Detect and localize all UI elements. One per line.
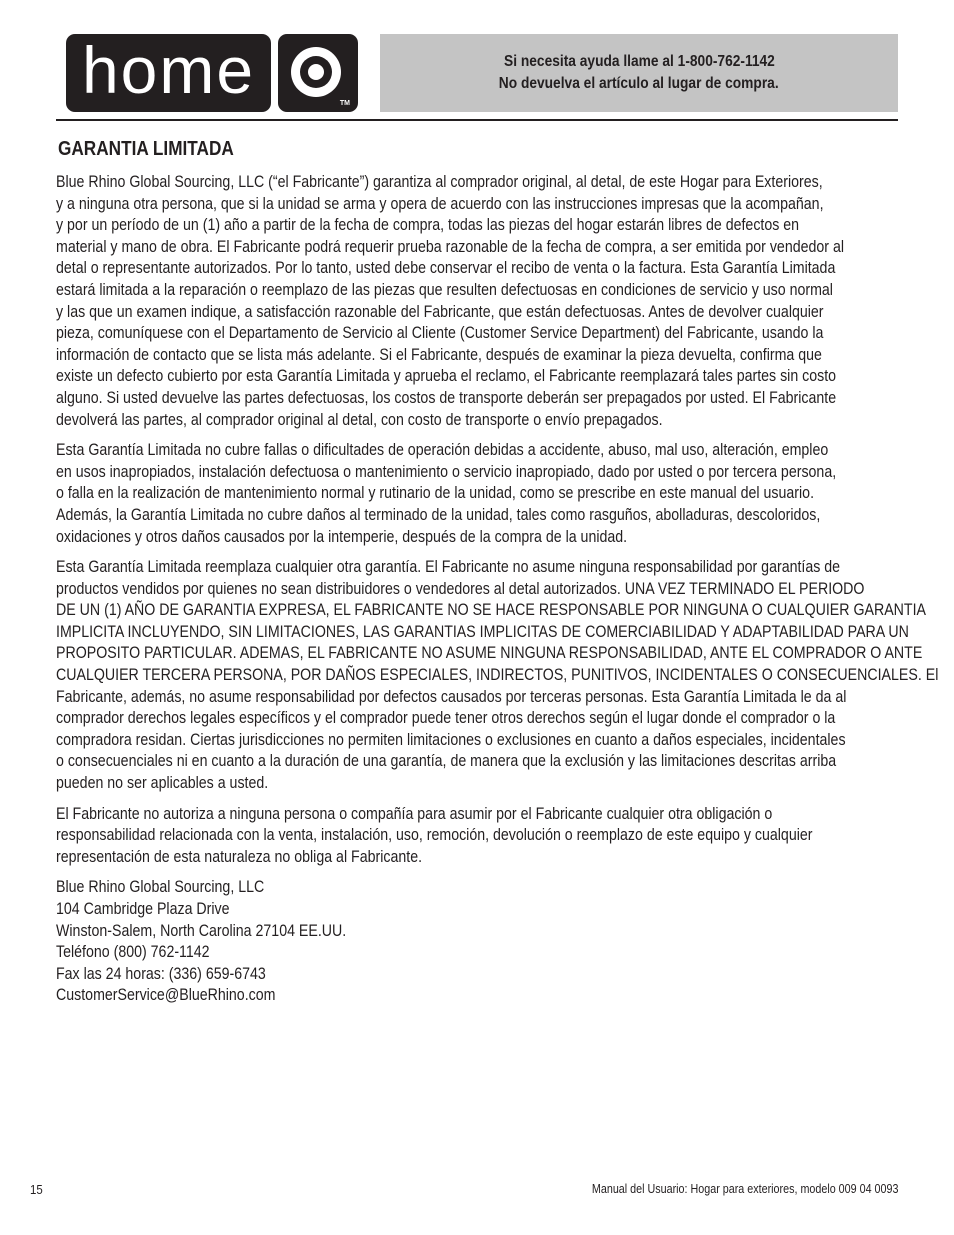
text-line: pieza, comuníquese con el Departamento de Servicio al Cliente (Customer Service Department) del Fabricante, usando la — [56, 324, 824, 343]
help-banner — [380, 34, 898, 112]
warranty-coverage-paragraph — [56, 172, 900, 431]
help-phone-line: Si necesita ayuda llame al 1-800-762-1142 — [503, 53, 775, 70]
exclusions-paragraph — [56, 440, 900, 548]
text-line: pueden no ser aplicables a usted. — [56, 774, 269, 793]
text-line: compradora residan. Ciertas jurisdicciones no permiten limitaciones o exclusiones en cuanto a daños especiales, incidentales — [56, 730, 846, 749]
text-line: existe un defecto cubierto por esta Garantía Limitada y aprueba el reclamo, el Fabricante reemplazará tales partes sin costo — [56, 367, 837, 386]
text-line: productos vendidos por quienes no sean distribuidores o vendedores al detal autorizados. UNA VEZ TERMINADO EL PERIODO — [56, 579, 865, 598]
text-line: Esta Garantía Limitada reemplaza cualquier otra garantía. El Fabricante no asume ninguna responsabilidad por garantías de — [56, 558, 841, 577]
home-logo — [66, 34, 358, 112]
disclaimer-paragraph — [56, 557, 939, 795]
target-bullseye-icon — [278, 34, 358, 112]
text-line: Teléfono (800) 762-1142 — [56, 943, 210, 962]
warranty-body — [56, 172, 939, 1016]
text-line: Esta Garantía Limitada no cubre fallas o dificultades de operación debidas a accidente, abuso, mal uso, alteración, empleo — [56, 441, 829, 460]
text-line: 104 Cambridge Plaza Drive — [56, 900, 230, 918]
logo-wordmark — [66, 34, 271, 112]
no-return-notice: No devuelva el artículo al lugar de compra. — [499, 75, 779, 92]
text-line: detal o representante autorizados. Por lo tanto, usted debe conservar el recibo de venta o la factura. Esta Garantía Limitada — [56, 259, 836, 278]
text-line: responsabilidad relacionada con la venta, instalación, uso, remoción, devolución o reemplazo de este equipo y cualquier — [56, 826, 813, 845]
text-line: El Fabricante no autoriza a ninguna persona o compañía para asumir por el Fabricante cualquier otra obligación o — [56, 804, 773, 823]
text-line: o consecuenciales ni en cuanto a la duración de una garantía, de manera que la exclusión y las limitaciones descritas arriba — [56, 752, 837, 771]
authorization-paragraph — [56, 804, 900, 869]
text-line: Fax las 24 horas: (336) 659-6743 — [56, 964, 266, 983]
text-line: alguno. Si usted devuelve las partes defectuosas, los costos de transporte deberán ser prepagados por usted. El Fabricante — [56, 388, 837, 407]
text-line: y por un período de un (1) año a partir de la fecha de compra, todas las piezas del hogar estarán libres de defectos en — [56, 216, 800, 235]
text-line: en usos inapropiados, instalación defectuosa o mantenimiento o servicio inapropiado, dado por usted o por tercera persona, — [56, 462, 837, 481]
text-line: material y mano de obra. El Fabricante podrá requerir prueba razonable de la fecha de compra, a ser emitida por vendedor al — [56, 237, 844, 256]
text-line: CUALQUIER TERCERA PERSONA, POR DAÑOS ESPECIALES, INDIRECTOS, PUNITIVOS, INCIDENTALES O CONSECUENCIALES. El — [56, 666, 939, 685]
trademark-symbol: TM — [339, 100, 350, 107]
text-line: IMPLICITA INCLUYENDO, SIN LIMITACIONES, LAS GARANTIAS IMPLICITAS DE COMERCIABILIDAD Y ADAPTABILIDAD PARA UN — [56, 622, 909, 641]
text-line: PROPOSITO PARTICULAR. ADEMAS, EL FABRICANTE NO ASUME NINGUNA RESPONSABILIDAD, ANTE EL COMPRADOR O ANTE — [56, 644, 923, 663]
text-line: devolverá las partes, al comprador original al detal, con costo de transporte o envío prepagados. — [56, 410, 663, 429]
text-line: oxidaciones y otros daños causados por la intemperie, después de la compra de la unidad. — [56, 527, 628, 546]
text-line: Winston-Salem, North Carolina 27104 EE.UU. — [56, 921, 347, 940]
section-title: GARANTIA LIMITADA — [58, 138, 234, 160]
contact-address-block — [56, 877, 900, 1007]
text-line[interactable]: CustomerService@BlueRhino.com — [56, 986, 276, 1005]
text-line: y las que un examen indique, a satisfacción razonable del Fabricante, que están defectuosas. Antes de devolver cualquier — [56, 302, 824, 321]
text-line: comprador derechos legales específicos y el comprador puede tener otros derechos según el lugar donde el comprador o la — [56, 709, 836, 728]
manual-title: Manual del Usuario: Hogar para exteriores, modelo 009 04 0093 — [591, 1182, 898, 1196]
text-line: Blue Rhino Global Sourcing, LLC (“el Fabricante”) garantiza al comprador original, al detal, de este Hogar para Exteriores, — [56, 173, 823, 191]
text-line: representación de esta naturaleza no obliga al Fabricante. — [56, 847, 423, 866]
text-line: Además, la Garantía Limitada no cubre daños al terminado de la unidad, tales como rasguños, abolladuras, descoloridos, — [56, 505, 821, 524]
logo-text: home — [81, 33, 256, 107]
text-line: y a ninguna otra persona, que si la unidad se arma y opera de acuerdo con las instrucciones impresas que la acompañan, — [56, 194, 824, 213]
text-line: estará limitada a la reparación o reemplazo de las piezas que resulten defectuosas en condiciones de servicio y uso normal — [56, 280, 833, 299]
text-line: información de contacto que se lista más adelante. Si el Fabricante, después de examinar la pieza devuelta, confirma que — [56, 345, 822, 364]
page-number: 15 — [30, 1182, 43, 1197]
header-divider — [56, 119, 898, 121]
text-line: Fabricante, además, no asume responsabilidad por defectos causados por terceras personas. Esta Garantía Limitada le da al — [56, 687, 847, 706]
text-line: o falla en la realización de mantenimiento normal y rutinario de la unidad, como se prescribe en este manual del usuario. — [56, 484, 815, 503]
text-line: DE UN (1) AÑO DE GARANTIA EXPRESA, EL FABRICANTE NO SE HACE RESPONSABLE POR NINGUNA O CUALQUIER GARANTIA — [56, 601, 926, 620]
text-line: Blue Rhino Global Sourcing, LLC — [56, 878, 265, 897]
